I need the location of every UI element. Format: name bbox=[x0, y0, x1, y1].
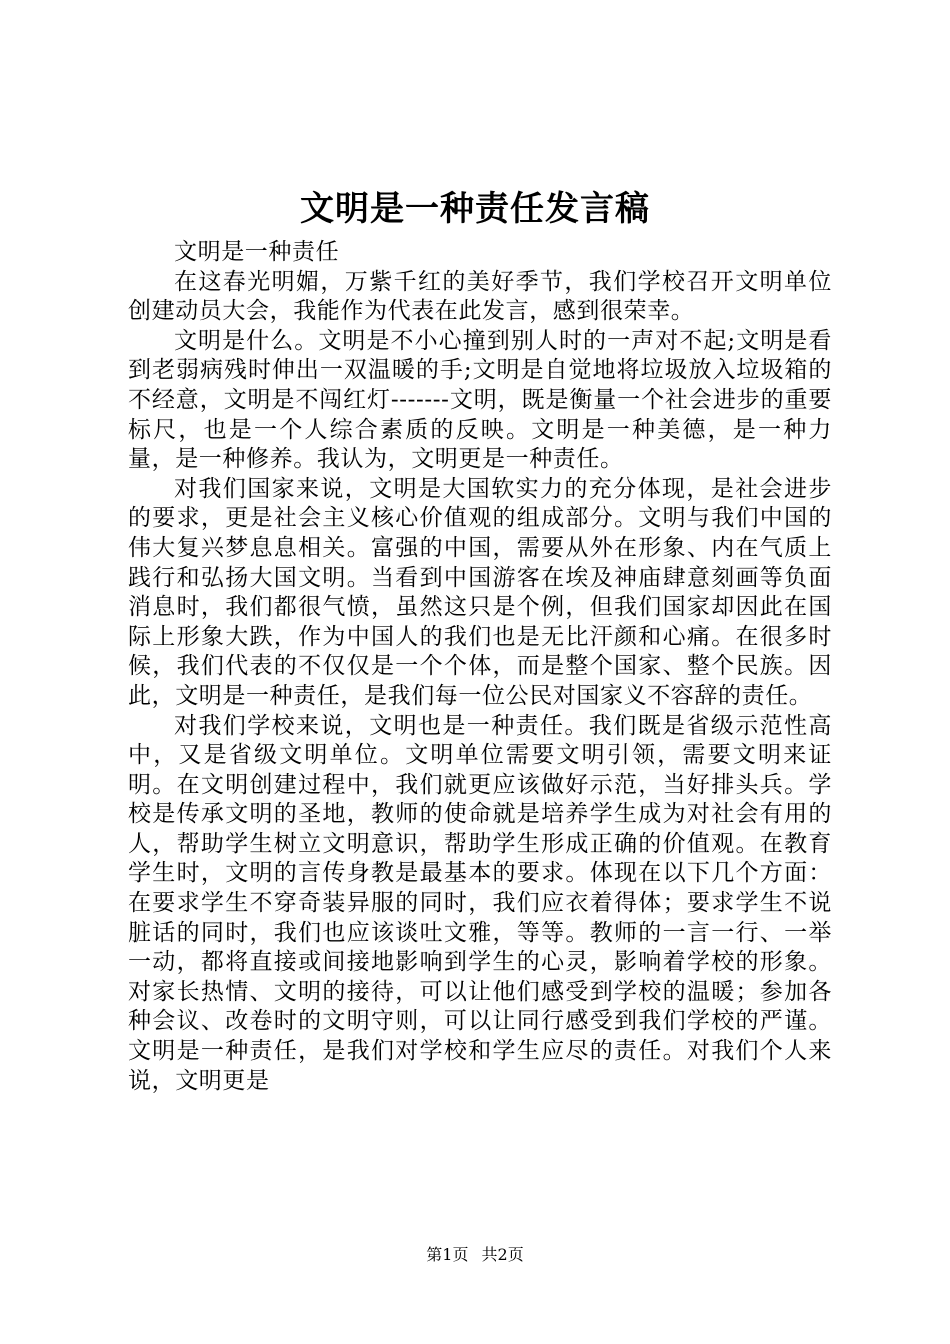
paragraph-intro: 在这春光明媚，万紫千红的美好季节，我们学校召开文明单位创建动员大会，我能作为代表在此发言，感到很荣幸。 bbox=[128, 268, 832, 325]
paragraph-what-is-civility: 文明是什么。文明是不小心撞到别人时的一声对不起;文明是看到老弱病残时伸出一双温暖的手;文明是自觉地将垃圾放入垃圾箱的不经意，文明是不闯红灯-------文明，既是衡量一个社会进步的重要标尺，也是一个人综合素质的反映。文明是一种美德，是一种力量，是一种修养。我认为，文明更是一种责任。 bbox=[128, 327, 832, 473]
page-footer bbox=[0, 1244, 950, 1266]
page-total: 共2页 bbox=[481, 1245, 524, 1264]
paragraph-subtitle: 文明是一种责任 bbox=[174, 239, 340, 265]
paragraph-school: 对我们学校来说，文明也是一种责任。我们既是省级示范性高中，又是省级文明单位。文明单位需要文明引领，需要文明来证明。在文明创建过程中，我们就更应该做好示范，当好排头兵。学校是传承文明的圣地，教师的使命就是培养学生成为对社会有用的人，帮助学生树立文明意识，帮助学生形成正确的价值观。在教育学生时，文明的言传身教是最基本的要求。体现在以下几个方面：在要求学生不穿奇装异服的同时，我们应衣着得体；要求学生不说脏话的同时，我们也应该谈吐文雅，等等。教师的一言一行、一举一动，都将直接或间接地影响到学生的心灵，影响着学校的形象。对家长热情、文明的接待，可以让他们感受到学校的温暖；参加各种会议、改卷时的文明守则，可以让同行感受到我们学校的严谨。文明是一种责任，是我们对学校和学生应尽的责任。对我们个人来说，文明更是 bbox=[128, 712, 832, 1094]
page-number: 第1页 bbox=[426, 1245, 469, 1264]
document-body bbox=[128, 238, 832, 1096]
paragraph-country: 对我们国家来说，文明是大国软实力的充分体现，是社会进步的要求，更是社会主义核心价值观的组成部分。文明与我们中国的伟大复兴梦息息相关。富强的中国，需要从外在形象、内在气质上践行和弘扬大国文明。当看到中国游客在埃及神庙肆意刻画等负面消息时，我们都很气愤，虽然这只是个例，但我们国家却因此在国际上形象大跌，作为中国人的我们也是无比汗颜和心痛。在很多时候，我们代表的不仅仅是一个个体，而是整个国家、整个民族。因此，文明是一种责任，是我们每一位公民对国家义不容辞的责任。 bbox=[128, 475, 832, 709]
document-title: 文明是一种责任发言稿 bbox=[300, 189, 650, 229]
